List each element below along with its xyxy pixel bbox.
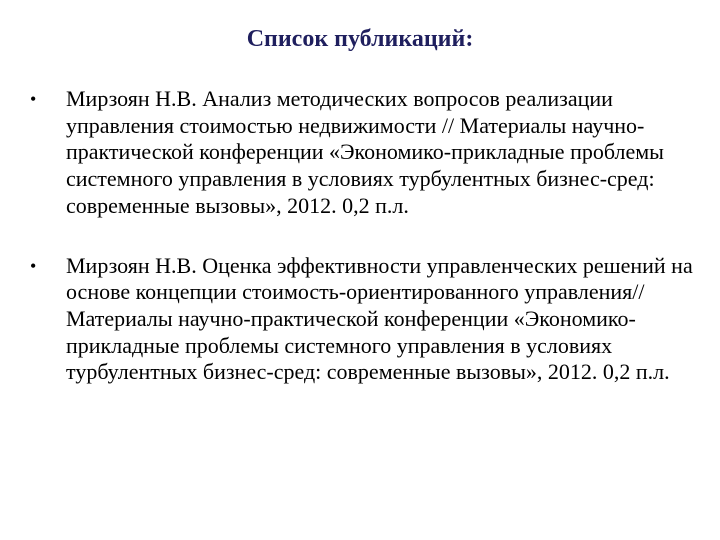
page-title: Список публикаций: bbox=[246, 26, 474, 52]
publication-text: Мирзоян Н.В. Оценка эффективности управленческих решений на основе концепции стоимость-ориентированного управления// Материалы научно-практической конференции «Экономико-прикладные проблемы системного управления в условиях турбулентных бизнес-сред: современные вызовы», 2012. 0,2 п.л. bbox=[66, 252, 693, 385]
list-item bbox=[30, 253, 700, 387]
bullet-icon: • bbox=[30, 89, 37, 109]
publication-list bbox=[30, 86, 700, 386]
bullet-icon: • bbox=[30, 255, 37, 276]
list-item bbox=[30, 86, 700, 220]
publication-text: Мирзоян Н.В. Анализ методических вопросов реализации управления стоимостью недвижимости // Материалы научно-практической конференции «Экономико-прикладные проблемы системного управления в условиях турбулентных бизнес-сред: современные вызовы», 2012. 0,2 п.л. bbox=[66, 86, 664, 218]
